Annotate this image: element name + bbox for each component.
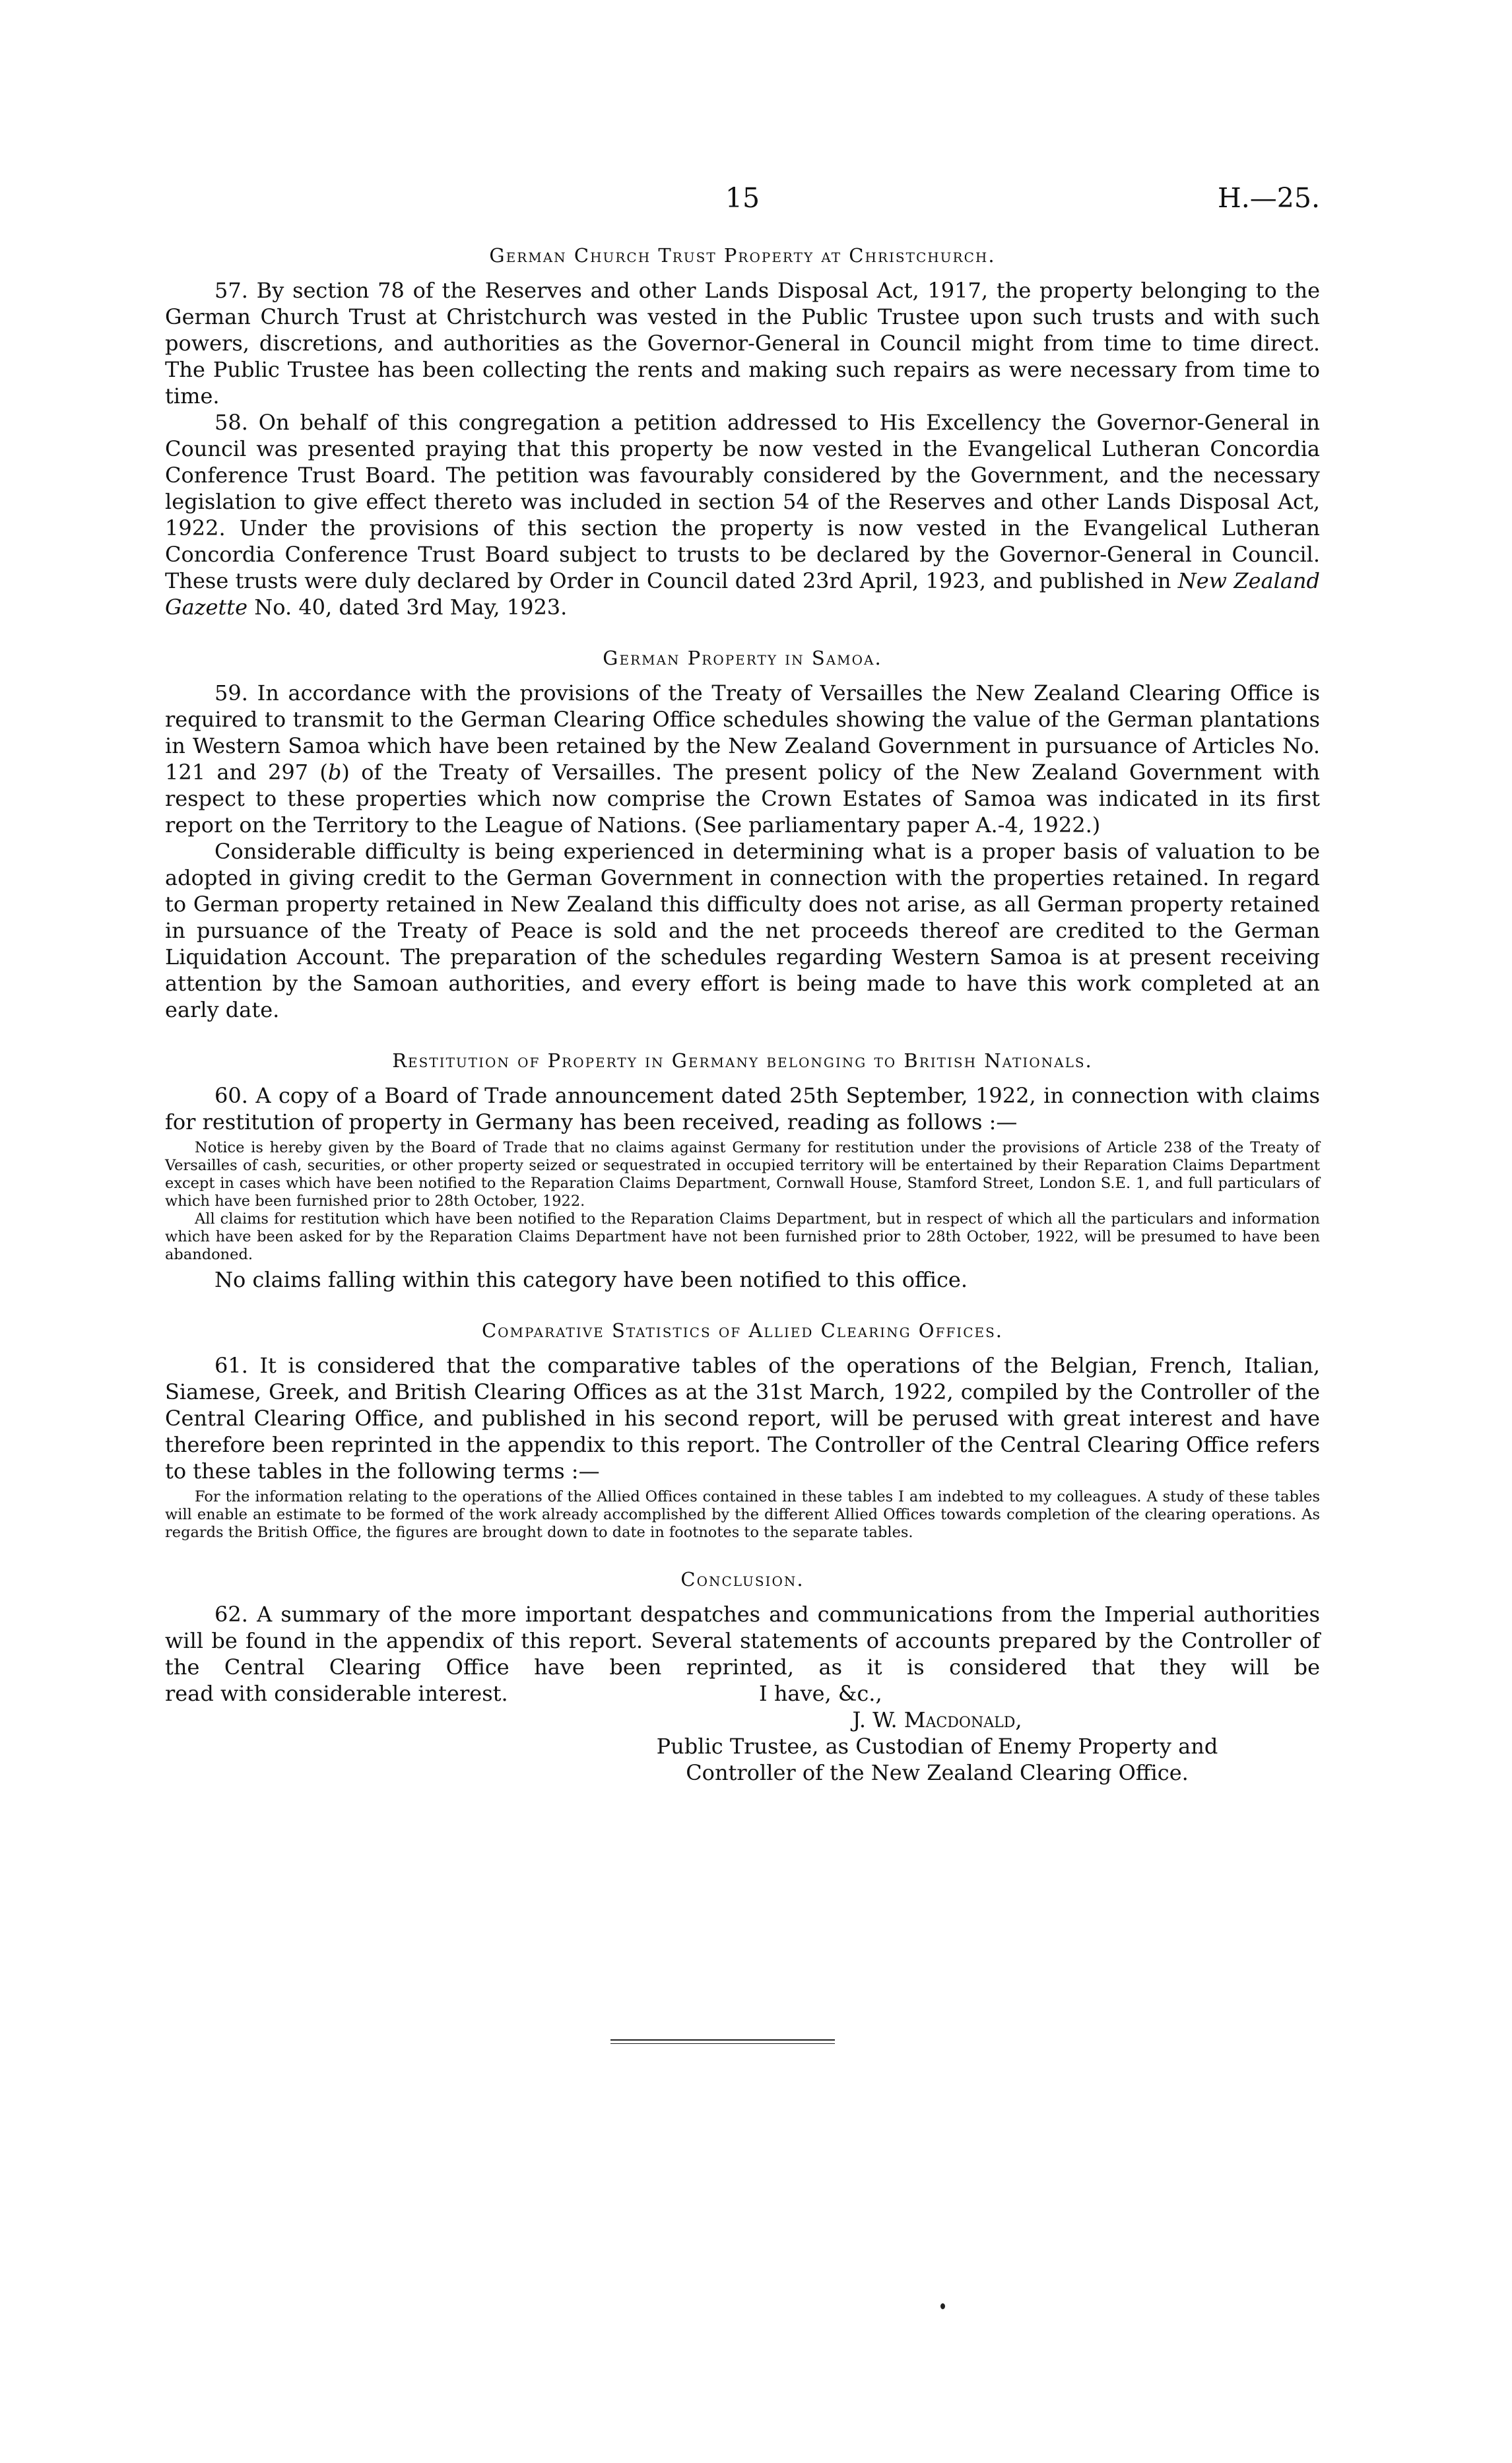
- paragraph-59: [165, 680, 1320, 838]
- section-heading-church: German Church Trust Property at Christchurch.: [489, 244, 996, 267]
- paragraph-62: 62. A summary of the more important despatches and communications from the Imperial authorities will be found in the appendix of this report. Several statements of accounts prepared by the Controller of the Central Clearing Office have been reprinted, as it is considered that they will be: [165, 1602, 1320, 1680]
- closing-salutation: I have, &c.,: [759, 1681, 882, 1706]
- section-heading-conclusion: Conclusion.: [680, 1568, 805, 1591]
- paragraph-58-end: No. 40, dated 3rd May, 1923.: [247, 595, 568, 620]
- paragraph-59-text: 59. In accordance with the provisions of the Treaty of Versailles the New Zealand Clearing Office is required to transmit to the German Clearing Office schedules showing the value of the German plantations in Western Samoa which have been retained by the New Zealand Government in pursuance of Articles No. 121 and 297 (: [165, 680, 1320, 785]
- end-rule: [610, 2039, 835, 2041]
- paragraph-58: [165, 409, 1320, 620]
- conclusion-block: [165, 1601, 1320, 1786]
- end-rule-thin: [610, 2043, 835, 2044]
- article-letter: b: [327, 760, 342, 785]
- paragraph-58-text: 58. On behalf of this congregation a petition addressed to His Excellency the Governor-General in Council was presented praying that this property be now vested in the Evangelical Lutheran Concordia Conference Trust Board. The petition was favourably considered by the Government, and the necessary legislation to give effect thereto was included in section 54 of the Reserves and other Lands Disposal Act, 1922. Under the provisions of this section the property is now vested in the Evangelical Lutheran Concordia Conference Trust Board subject to trusts to be declared by the Governor-General in Council. These trusts were duly declared by Order in Council dated 23rd April, 1923, and published in: [165, 410, 1320, 593]
- paragraph-60: 60. A copy of a Board of Trade announcement dated 25th September, 1922, in connection with claims for restitution of property in Germany has been received, reading as follows :—: [165, 1083, 1320, 1134]
- signer-title-2: Controller of the New Zealand Clearing Office.: [686, 1760, 1189, 1785]
- document-reference: H.—25.: [1218, 182, 1320, 214]
- ink-mark: [940, 2303, 945, 2309]
- notice-quote-1: Notice is hereby given by the Board of Trade that no claims against Germany for restitution under the provisions of Article 238 of the Treaty of Versailles of cash, securities, or other property seized or sequestrated in occupied territory will be entertained by their Reparation Claims Department except in cases which have been notified to the Reparation Claims Department, Cornwall House, Stamford Street, London S.E. 1, and full particulars of which have been furnished prior to 28th October, 1922.: [165, 1139, 1320, 1210]
- paragraph-61: 61. It is considered that the comparative tables of the operations of the Belgian, French, Italian, Siamese, Greek, and British Clearing Offices as at the 31st March, 1922, compiled by the Controller of the Central Clearing Office, and published in his second report, will be perused with great interest and have therefore been reprinted in the appendix to this report. The Controller of the Central Clearing Office refers to these tables in the following terms :—: [165, 1353, 1320, 1484]
- section-heading-samoa: German Property in Samoa.: [603, 647, 882, 669]
- signature-block: [574, 1707, 1300, 1786]
- paragraph-60-end: No claims falling within this category have been notified to this office.: [214, 1267, 968, 1292]
- paragraph-59-continued: Considerable difficulty is being experienced in determining what is a proper basis of valuation to be adopted in giving credit to the German Government in connection with the properties retained. In regard to German property retained in New Zealand this difficulty does not arise, as all German property retained in pursuance of the Treaty of Peace is sold and the net proceeds thereof are credited to the German Liquidation Account. The preparation of the schedules regarding Western Samoa is at present receiving attention by the Samoan authorities, and every effort is being made to have this work completed at an early date.: [165, 839, 1320, 1022]
- paragraph-57: 57. By section 78 of the Reserves and other Lands Disposal Act, 1917, the property belonging to the German Church Trust at Christchurch was vested in the Public Trustee upon such trusts and with such powers, discretions, and authorities as the Governor-General in Council might from time to time direct. The Public Trustee has been collecting the rents and making such repairs as were necessary from time to time.: [165, 278, 1320, 409]
- controller-quote-block: [165, 1488, 1320, 1542]
- controller-quote: For the information relating to the operations of the Allied Offices contained in these tables I am indebted to my colleagues. A study of these tables will enable an estimate to be formed of the work already accomplished by the different Allied Offices towards completion of the clearing operations. As regards the British Office, the figures are brought down to date in footnotes to the separate tables.: [165, 1488, 1320, 1541]
- page-header: [165, 178, 1320, 218]
- board-of-trade-notice: [165, 1139, 1320, 1264]
- paragraph-62-last-line: [165, 1680, 1320, 1707]
- paragraph-62-end: read with considerable interest.: [165, 1681, 508, 1706]
- document-page: [165, 178, 1320, 1786]
- notice-quote-2: All claims for restitution which have been notified to the Reparation Claims Department, but in respect of which all the particulars and information which have been asked for by the Reparation Claims Department have not been furnished prior to 28th October, 1922, will be presumed to have been abandoned.: [165, 1210, 1320, 1263]
- section-heading-restitution: Restitution of Property in Germany belonging to British Nationals.: [392, 1049, 1093, 1072]
- paragraph-59-end: ) of the Treaty of Versailles. The present policy of the New Zealand Government with respect to these properties which now comprise the Crown Estates of Samoa was indicated in its first report on the Territory to the League of Nations. (See parliamentary paper A.-4, 1922.): [165, 760, 1320, 837]
- signer-title-1: Public Trustee, as Custodian of Enemy Property and: [656, 1734, 1218, 1759]
- gazette-title: New Zealand Gazette: [165, 568, 1321, 620]
- section-heading-statistics: Comparative Statistics of Allied Clearing Offices.: [481, 1319, 1004, 1342]
- signer-name: J. W. Macdonald,: [852, 1707, 1022, 1732]
- page-number: 15: [725, 182, 760, 214]
